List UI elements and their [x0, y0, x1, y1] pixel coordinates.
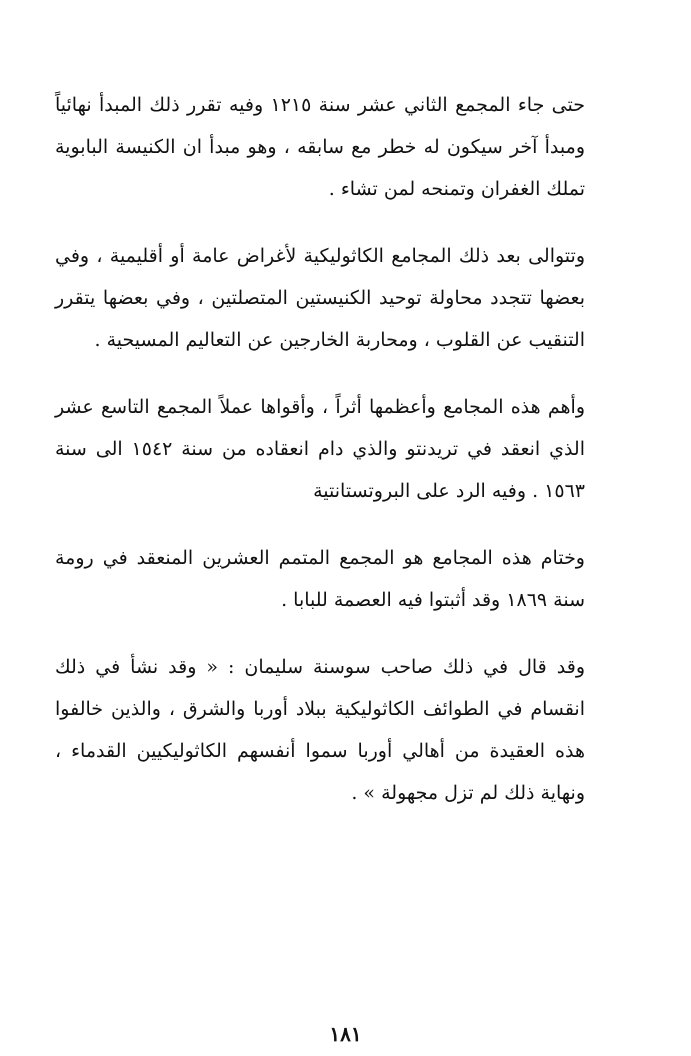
body-text [55, 84, 585, 839]
paragraph-4: وختام هذه المجامع هو المجمع المتمم العشرين المنعقد في رومة سنة ١٨٦٩ وقد أثبتوا فيه العصمة للبابا . [55, 547, 585, 611]
page-number: ١٨١ [329, 1022, 362, 1046]
paragraph-1: حتى جاء المجمع الثاني عشر سنة ١٢١٥ وفيه تقرر ذلك المبدأ نهائياً ومبدأ آخر سيكون له خطر مع سابقه ، وهو مبدأ ان الكنيسة البابوية تملك الغفران وتمنحه لمن تشاء . [55, 94, 585, 200]
paragraph-3: وأهم هذه المجامع وأعظمها أثراً ، وأقواها عملاً المجمع التاسع عشر الذي انعقد في تريدنتو والذي دام انعقاده من سنة ١٥٤٢ الى سنة ١٥٦٣ . وفيه الرد على البروتستانتية [55, 396, 585, 502]
paragraph-5: وقد قال في ذلك صاحب سوسنة سليمان : « وقد نشأ في ذلك انقسام في الطوائف الكاثوليكية ببلاد أوربا والشرق ، والذين خالفوا هذه العقيدة من أهالي أوربا سموا أنفسهم الكاثوليكيين القدماء ، ونهاية ذلك لم تزل مجهولة » . [55, 656, 585, 804]
paragraph-2: وتتوالى بعد ذلك المجامع الكاثوليكية لأغراض عامة أو أقليمية ، وفي بعضها تتجدد محاولة توحيد الكنيستين المتصلتين ، وفي بعضها يتقرر التنقيب عن القلوب ، ومحاربة الخارجين عن التعاليم المسيحية . [55, 245, 585, 351]
